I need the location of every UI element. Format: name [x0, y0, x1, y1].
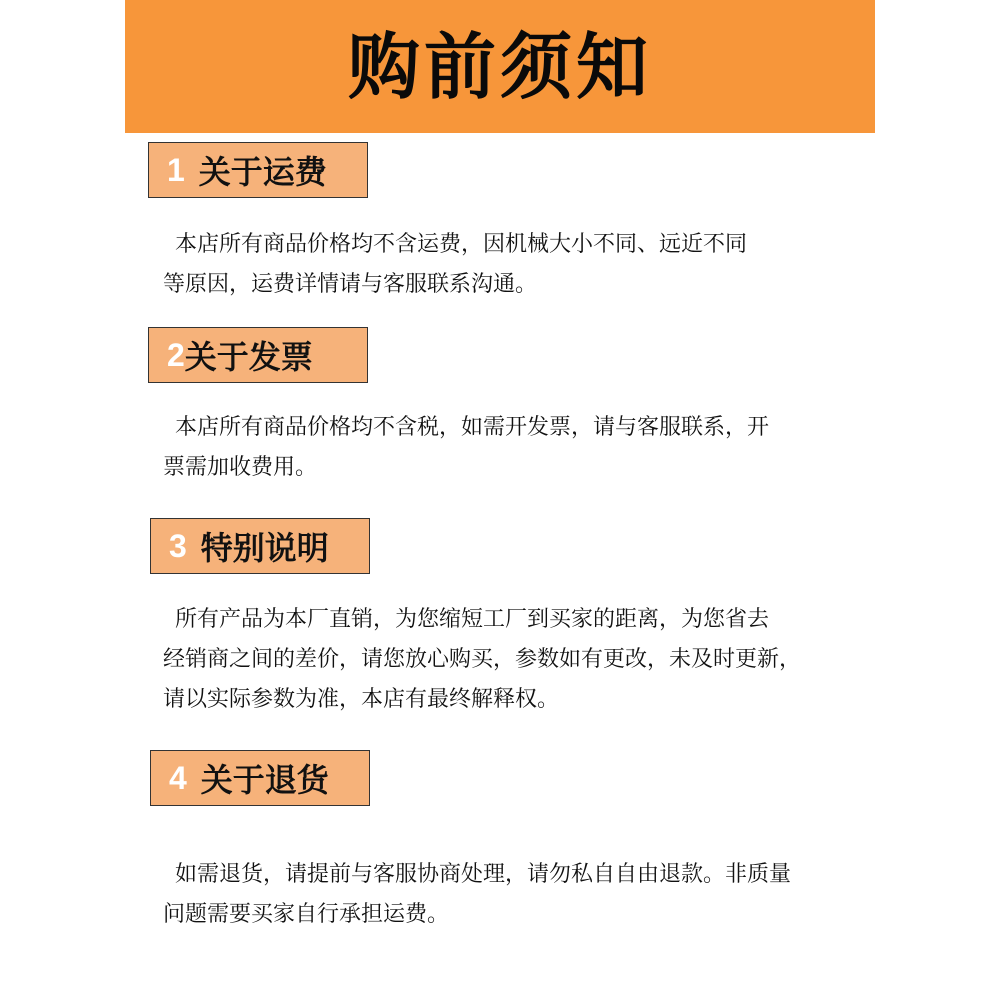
body-line: 经销商之间的差价，请您放心购买，参数如有更改，未及时更新，	[163, 647, 802, 672]
section-body-shipping	[163, 225, 863, 305]
body-line: 本店所有商品价格均不含税，如需开发票，请与客服联系，开	[175, 415, 770, 440]
section-title: 特别说明	[200, 529, 329, 567]
section-body-notes	[163, 600, 863, 720]
body-line: 问题需要买家自行承担运费。	[163, 902, 450, 927]
section-number: 1	[167, 151, 185, 188]
section-number: 2	[167, 336, 185, 373]
section-heading-notes	[150, 518, 370, 574]
header-banner	[125, 0, 875, 133]
page-title: 购前须知	[347, 24, 652, 109]
body-line: 本店所有商品价格均不含运费，因机械大小不同、远近不同	[175, 232, 748, 257]
body-line: 等原因，运费详情请与客服联系沟通。	[163, 272, 538, 297]
section-number: 3	[169, 527, 187, 564]
section-heading-shipping	[148, 142, 368, 198]
section-body-returns	[163, 855, 863, 935]
section-heading-returns	[150, 750, 370, 806]
body-line: 所有产品为本厂直销，为您缩短工厂到买家的距离，为您省去	[175, 607, 770, 632]
body-line: 如需退货，请提前与客服协商处理，请勿私自自由退款。非质量	[175, 862, 792, 887]
body-line: 票需加收费用。	[163, 455, 318, 480]
body-line: 请以实际参数为准，本店有最终解释权。	[163, 687, 560, 712]
section-title: 关于退货	[200, 761, 329, 799]
section-heading-invoice	[148, 327, 368, 383]
section-number: 4	[169, 759, 187, 796]
section-body-invoice	[163, 408, 863, 488]
section-title: 关于运费	[198, 153, 327, 191]
section-title: 关于发票	[184, 338, 313, 376]
